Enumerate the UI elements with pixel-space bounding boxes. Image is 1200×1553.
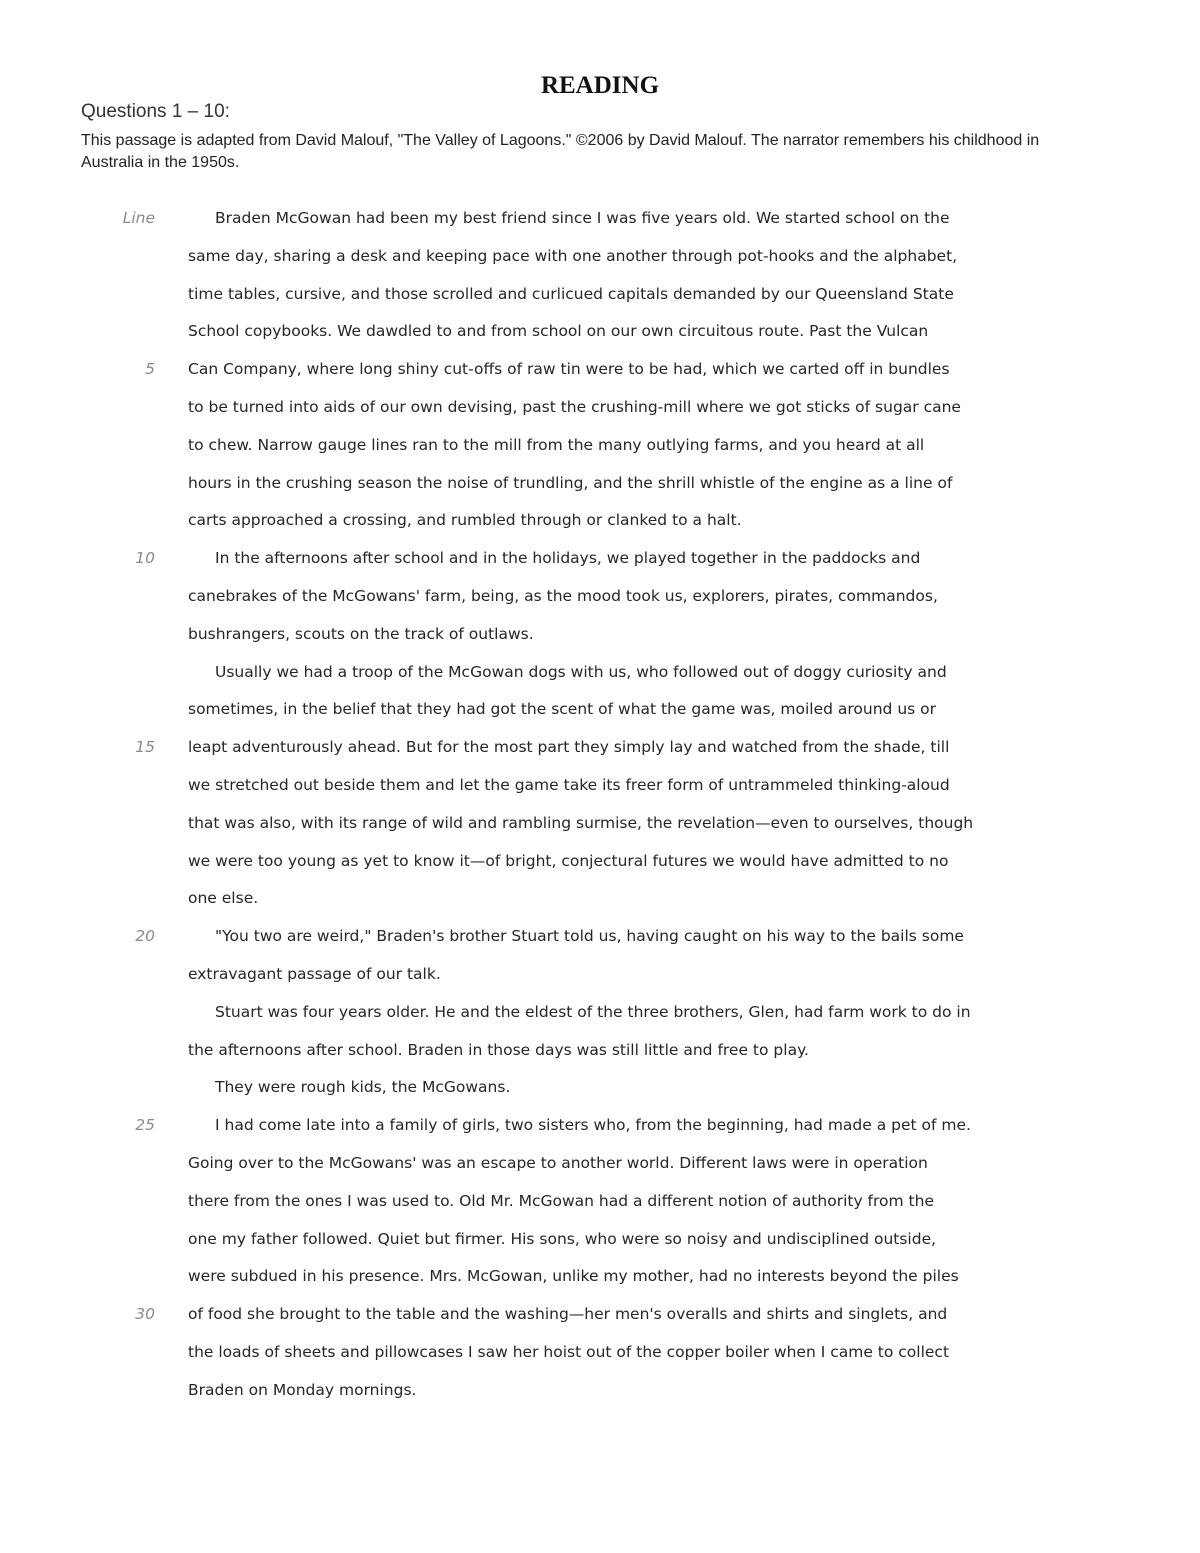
passage-line xyxy=(0,1152,1200,1190)
passage-line xyxy=(0,1076,1200,1114)
line-text: Stuart was four years older. He and the eldest of the three brothers, Glen, had farm work to do in xyxy=(215,1002,971,1021)
line-text: sometimes, in the belief that they had got the scent of what the game was, moiled around us or xyxy=(188,700,936,719)
line-text: we stretched out beside them and let the game take its freer form of untrammeled thinking-aloud xyxy=(188,776,950,794)
passage-line xyxy=(0,245,1200,283)
line-text: the afternoons after school. Braden in those days was still little and free to play. xyxy=(188,1040,809,1059)
passage-line xyxy=(0,207,1200,245)
line-text: the loads of sheets and pillowcases I saw her hoist out of the copper boiler when I came to collect xyxy=(188,1343,950,1361)
line-text: to chew. Narrow gauge lines ran to the mill from the many outlying farms, and you heard at all xyxy=(188,435,925,454)
page-title: READING xyxy=(540,72,660,99)
line-text: one else. xyxy=(188,889,259,908)
passage-line xyxy=(0,547,1200,585)
line-text: Braden McGowan had been my best friend since I was five years old. We started school on the xyxy=(215,209,950,227)
passage-intro: This passage is adapted from David Malouf, "The Valley of Lagoons." ©2006 by David Malouf. The narrator remembers his childhood in Australia in the 1950s. xyxy=(81,132,1040,171)
passage-line xyxy=(0,509,1200,547)
passage-line xyxy=(0,1303,1200,1341)
line-number: 20 xyxy=(135,927,155,946)
line-text: one my father followed. Quiet but firmer. His sons, who were so noisy and undisciplined outside, xyxy=(188,1229,937,1248)
passage-line xyxy=(0,774,1200,812)
line-text: Braden on Monday mornings. xyxy=(188,1380,417,1399)
passage-line xyxy=(0,1228,1200,1266)
line-text: canebrakes of the McGowans' farm, being, as the mood took us, explorers, pirates, commandos, xyxy=(188,587,938,605)
line-text: They were rough kids, the McGowans. xyxy=(215,1078,511,1097)
line-text: extravagant passage of our talk. xyxy=(188,965,441,983)
line-text: same day, sharing a desk and keeping pace with one another through pot-hooks and the alphabet, xyxy=(188,246,958,265)
line-text: to be turned into aids of our own devising, past the crushing-mill where we got sticks of sugar cane xyxy=(188,398,961,416)
line-number: 15 xyxy=(135,738,155,757)
line-text: leapt adventurously ahead. But for the most part they simply lay and watched from the shade, till xyxy=(188,738,950,757)
line-number: 5 xyxy=(145,360,155,379)
passage-line xyxy=(0,1039,1200,1077)
line-text: we were too young as yet to know it—of bright, conjectural futures we would have admitted to no xyxy=(188,851,949,870)
line-text: "You two are weird," Braden's brother Stuart told us, having caught on his way to the bails some xyxy=(215,927,964,946)
line-number: Line xyxy=(122,209,155,227)
passage-line xyxy=(0,850,1200,888)
line-text: I had come late into a family of girls, two sisters who, from the beginning, had made a pet of me. xyxy=(215,1116,971,1135)
line-text: that was also, with its range of wild and rambling surmise, the revelation—even to ourselves, though xyxy=(188,813,974,832)
passage-line xyxy=(0,1190,1200,1228)
passage-line xyxy=(0,585,1200,623)
questions-heading: Questions 1 – 10: xyxy=(81,101,230,122)
line-text: of food she brought to the table and the washing—her men's overalls and shirts and singlets, and xyxy=(188,1305,948,1324)
passage-line xyxy=(0,396,1200,434)
line-text: Can Company, where long shiny cut-offs of raw tin were to be had, which we carted off in bundles xyxy=(188,360,950,379)
line-number: 25 xyxy=(135,1116,155,1135)
passage-line xyxy=(0,623,1200,661)
line-text: hours in the crushing season the noise of trundling, and the shrill whistle of the engine as a line of xyxy=(188,473,953,492)
passage-line xyxy=(0,736,1200,774)
passage-line xyxy=(0,1265,1200,1303)
passage-line xyxy=(0,925,1200,963)
line-text: time tables, cursive, and those scrolled and curlicued capitals demanded by our Queensland State xyxy=(188,284,954,303)
passage-line xyxy=(0,812,1200,850)
passage-line xyxy=(0,963,1200,1001)
line-text: School copybooks. We dawdled to and from school on our own circuitous route. Past the Vulcan xyxy=(188,322,929,341)
line-number: 30 xyxy=(135,1305,155,1324)
passage-line xyxy=(0,472,1200,510)
line-text: there from the ones I was used to. Old Mr. McGowan had a different notion of authority from the xyxy=(188,1191,934,1210)
passage-line xyxy=(0,1001,1200,1039)
passage-line xyxy=(0,887,1200,925)
line-text: bushrangers, scouts on the track of outlaws. xyxy=(188,624,534,643)
passage-line xyxy=(0,661,1200,699)
passage-line xyxy=(0,1114,1200,1152)
passage-line xyxy=(0,1379,1200,1417)
passage-line xyxy=(0,283,1200,321)
passage-line xyxy=(0,1341,1200,1379)
passage-line xyxy=(0,434,1200,472)
passage-line xyxy=(0,698,1200,736)
line-number: 10 xyxy=(135,549,155,568)
passage-line xyxy=(0,358,1200,396)
line-text: Usually we had a troop of the McGowan dogs with us, who followed out of doggy curiosity and xyxy=(215,662,947,681)
line-text: Going over to the McGowans' was an escape to another world. Different laws were in operation xyxy=(188,1154,928,1172)
line-text: In the afternoons after school and in the holidays, we played together in the paddocks and xyxy=(215,549,921,568)
line-text: carts approached a crossing, and rumbled through or clanked to a halt. xyxy=(188,511,742,530)
line-text: were subdued in his presence. Mrs. McGowan, unlike my mother, had no interests beyond the piles xyxy=(188,1267,959,1286)
passage-line xyxy=(0,320,1200,358)
